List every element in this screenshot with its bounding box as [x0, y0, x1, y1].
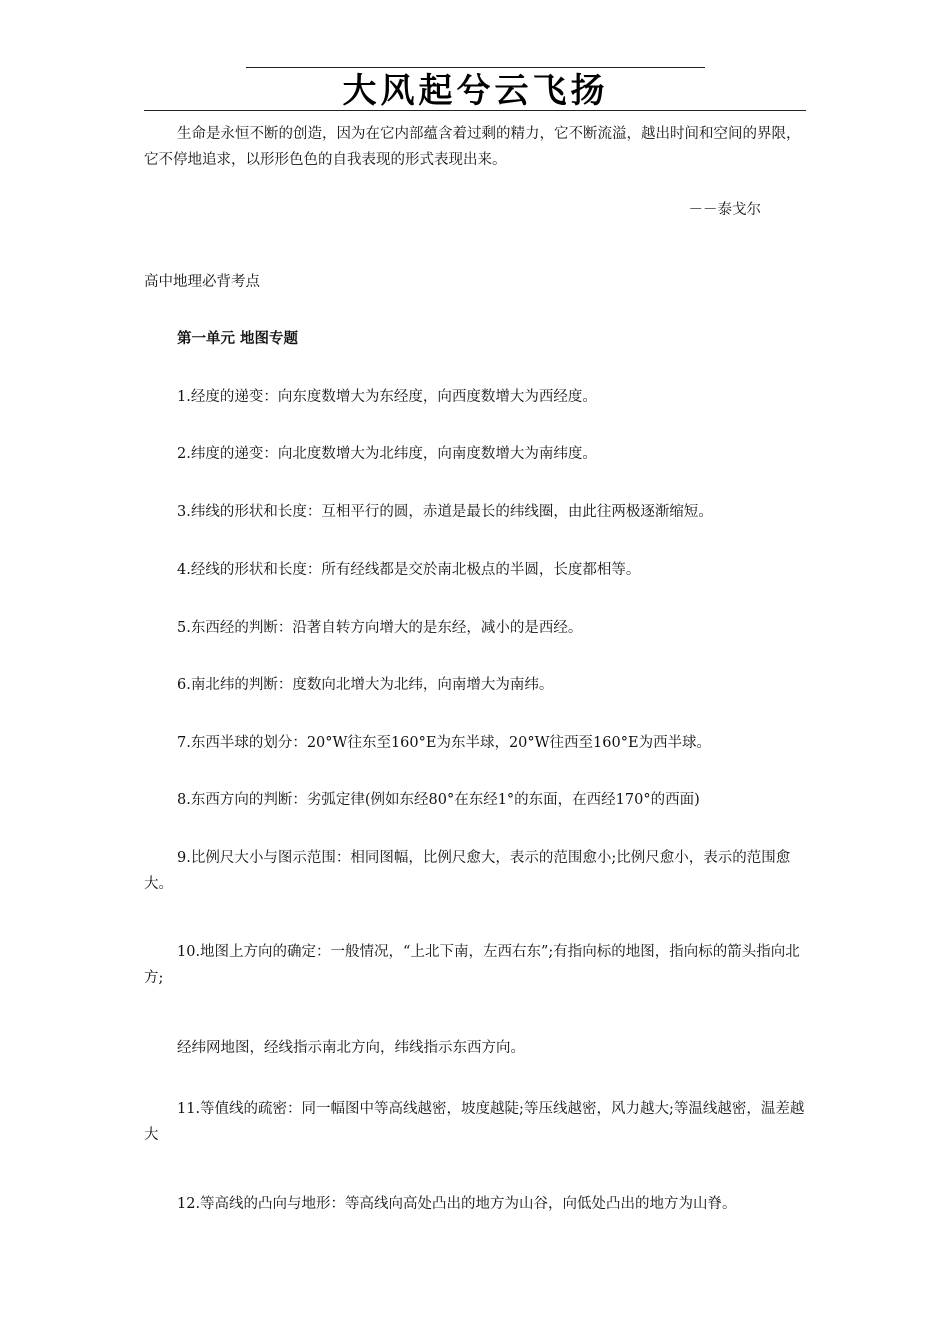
- point-7: 7.东西半球的划分：20°W往东至160°E为东半球，20°W往西至160°E为西半球。: [177, 735, 712, 751]
- point-2: 2.纬度的递变：向北度数增大为北纬度，向南度数增大为南纬度。: [177, 446, 597, 462]
- point-12: 12.等高线的凸向与地形：等高线向高处凸出的地方为山谷，向低处凸出的地方为山脊。: [177, 1196, 737, 1212]
- header-title: 大风起兮云飞扬: [342, 71, 609, 111]
- point-6: 6.南北纬的判断：度数向北增大为北纬，向南增大为南纬。: [177, 677, 554, 693]
- point-1: 1.经度的递变：向东度数增大为东经度，向西度数增大为西经度。: [177, 389, 597, 405]
- point-4: 4.经线的形状和长度：所有经线都是交於南北极点的半圆，长度都相等。: [177, 562, 641, 578]
- point-10-continued: 经纬网地图，经线指示南北方向，纬线指示东西方向。: [177, 1040, 525, 1056]
- document-title: 高中地理必背考点: [144, 274, 260, 290]
- point-10: 10.地图上方向的确定：一般情况，“上北下南，左西右东”;有指向标的地图，指向标的箭头指向北方;: [144, 944, 800, 986]
- header-rule-top: [246, 67, 705, 68]
- point-9: 9.比例尺大小与图示范围：相同图幅，比例尺愈大，表示的范围愈小;比例尺愈小，表示的范围愈大。: [144, 850, 791, 892]
- quote-text: 生命是永恒不断的创造，因为在它内部蕴含着过剩的精力，它不断流溢，越出时间和空间的界限，它不停地追求，以形形色色的自我表现的形式表现出来。: [144, 126, 801, 168]
- unit-heading: 第一单元 地图专题: [177, 330, 299, 347]
- point-3: 3.纬线的形状和长度：互相平行的圆，赤道是最长的纬线圈，由此往两极逐渐缩短。: [177, 504, 713, 520]
- header-rule-bottom: [144, 110, 806, 111]
- quote-author: －－泰戈尔: [688, 202, 761, 218]
- point-5: 5.东西经的判断：沿著自转方向增大的是东经，减小的是西经。: [177, 620, 583, 636]
- point-11: 11.等值线的疏密：同一幅图中等高线越密，坡度越陡;等压线越密，风力越大;等温线越密，温差越大: [144, 1101, 805, 1143]
- point-8: 8.东西方向的判断：劣弧定律(例如东经80°在东经1°的东面，在西经170°的西面): [177, 792, 700, 808]
